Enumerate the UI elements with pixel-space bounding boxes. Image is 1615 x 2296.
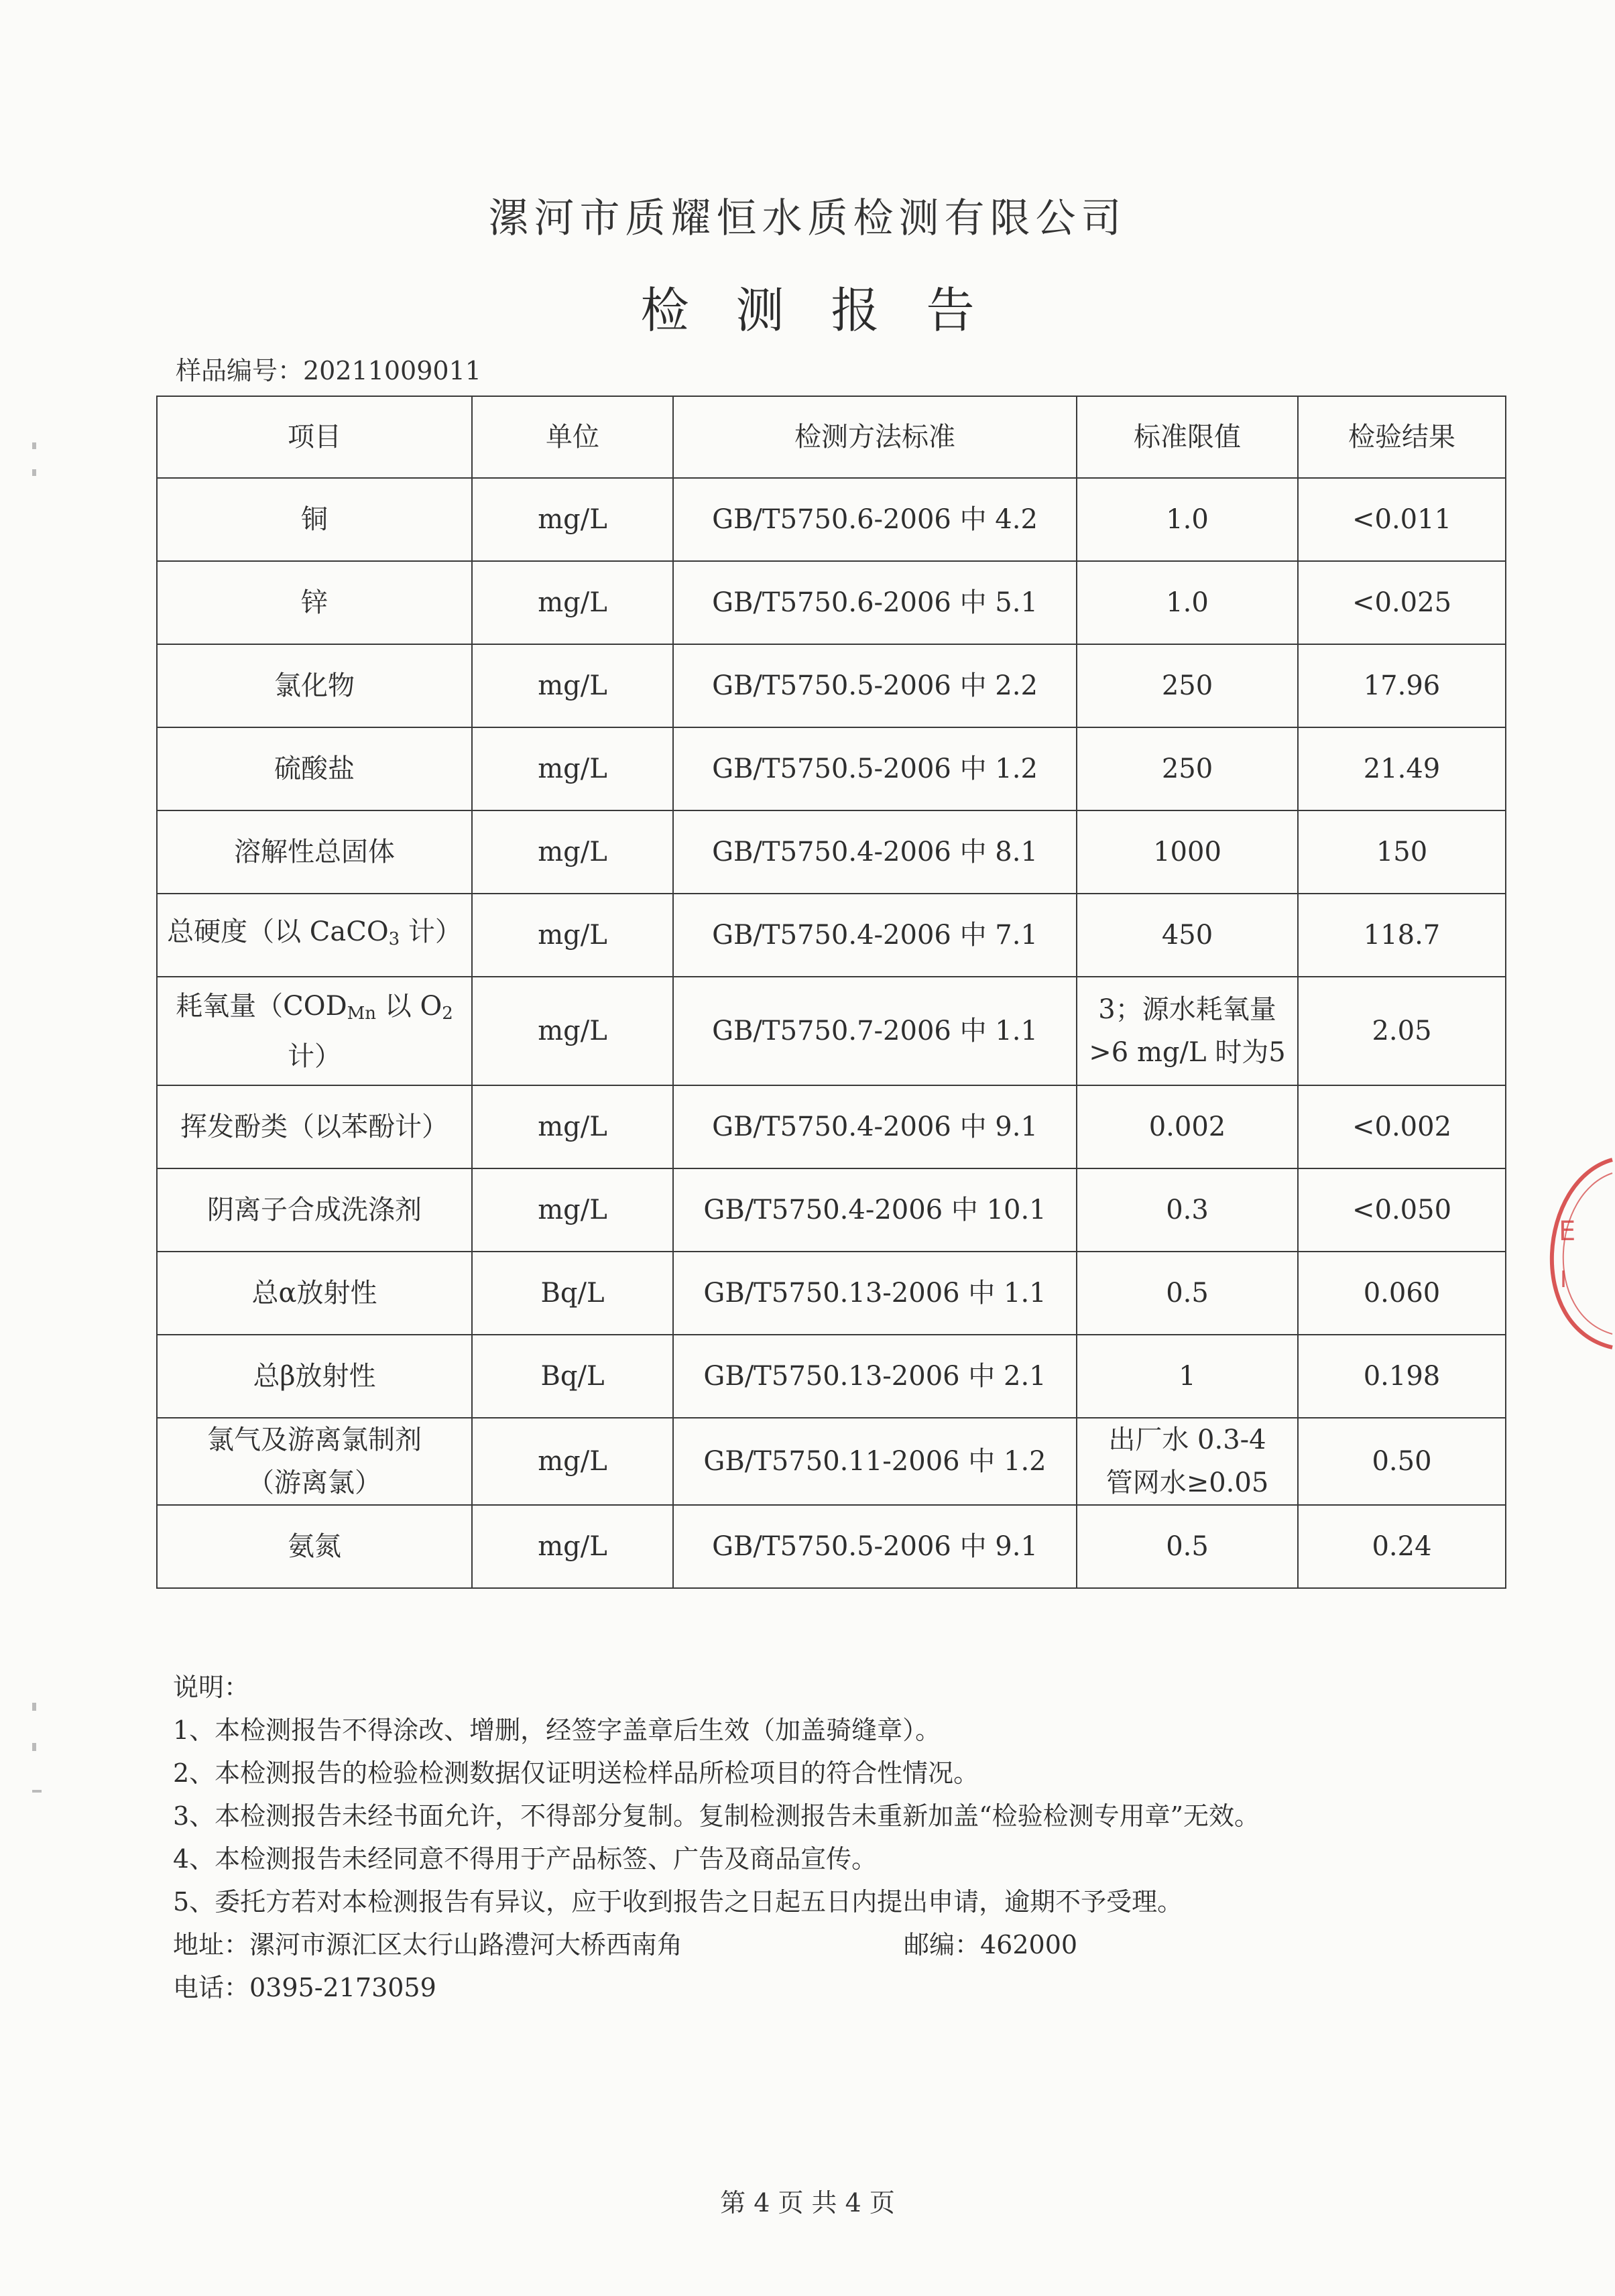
header-item: 项目: [157, 396, 472, 478]
cell-limit: 1.0: [1077, 561, 1298, 644]
cell-limit: 250: [1077, 644, 1298, 727]
cell-result: 0.198: [1298, 1335, 1506, 1418]
cell-method: GB/T5750.5-2006 中 9.1: [673, 1505, 1077, 1588]
cell-method: GB/T5750.5-2006 中 2.2: [673, 644, 1077, 727]
cell-item: 总α放射性: [157, 1252, 472, 1335]
header-unit: 单位: [472, 396, 673, 478]
table-row: [157, 1252, 1506, 1335]
cell-limit: 0.002: [1077, 1085, 1298, 1168]
cell-limit: 0.5: [1077, 1252, 1298, 1335]
cell-result: 118.7: [1298, 894, 1506, 977]
table-row: [157, 727, 1506, 810]
cell-method: GB/T5750.5-2006 中 1.2: [673, 727, 1077, 810]
cell-unit: mg/L: [472, 810, 673, 894]
header-method: 检测方法标准: [673, 396, 1077, 478]
cell-unit: mg/L: [472, 727, 673, 810]
table-row: [157, 644, 1506, 727]
cell-item: 氨氮: [157, 1505, 472, 1588]
notes-section: [173, 1666, 1260, 2009]
cell-method: GB/T5750.11-2006 中 1.2: [673, 1418, 1077, 1505]
cell-method: GB/T5750.6-2006 中 4.2: [673, 478, 1077, 561]
cell-result: <0.050: [1298, 1168, 1506, 1252]
phone: 电话：0395-2173059: [173, 1973, 436, 2002]
cell-result: 0.060: [1298, 1252, 1506, 1335]
svg-text:I: I: [1560, 1266, 1567, 1293]
header-limit: 标准限值: [1077, 396, 1298, 478]
cell-item: 总硬度（以 CaCO$_3$ 计）: [157, 894, 472, 977]
table-row: [157, 478, 1506, 561]
cell-limit: 0.3: [1077, 1168, 1298, 1252]
company-name: 漯河市质耀恒水质检测有限公司: [488, 195, 1127, 242]
table-row: [157, 561, 1506, 644]
table-row: [157, 977, 1506, 1085]
cell-unit: mg/L: [472, 644, 673, 727]
cell-unit: mg/L: [472, 1418, 673, 1505]
cell-limit: 250: [1077, 727, 1298, 810]
svg-text:E: E: [1559, 1216, 1576, 1247]
cell-result: 17.96: [1298, 644, 1506, 727]
cell-item: 总β放射性: [157, 1335, 472, 1418]
note-item: 5、委托方若对本检测报告有异议，应于收到报告之日起五日内提出申请，逾期不予受理。: [173, 1887, 1183, 1917]
seal-stamp: [1512, 1153, 1615, 1354]
scan-mark: [32, 1743, 36, 1751]
table-row: [157, 1505, 1506, 1588]
cell-item: 锌: [157, 561, 472, 644]
note-item: 2、本检测报告的检验检测数据仅证明送检样品所检项目的符合性情况。: [173, 1758, 979, 1788]
cell-item: 阴离子合成洗涤剂: [157, 1168, 472, 1252]
cell-item: 氯化物: [157, 644, 472, 727]
table-row: [157, 1085, 1506, 1168]
sample-number: 样品编号：20211009011: [176, 356, 481, 385]
cell-unit: Bq/L: [472, 1335, 673, 1418]
cell-result: 21.49: [1298, 727, 1506, 810]
table-row: [157, 1418, 1506, 1505]
cell-method: GB/T5750.13-2006 中 2.1: [673, 1335, 1077, 1418]
cell-unit: mg/L: [472, 977, 673, 1085]
scan-mark: [32, 1703, 36, 1711]
test-results-table: [156, 396, 1506, 1589]
scan-mark: [32, 1790, 42, 1793]
cell-item: 硫酸盐: [157, 727, 472, 810]
cell-result: 0.50: [1298, 1418, 1506, 1505]
cell-unit: mg/L: [472, 1085, 673, 1168]
cell-result: <0.002: [1298, 1085, 1506, 1168]
cell-method: GB/T5750.4-2006 中 10.1: [673, 1168, 1077, 1252]
table-row: [157, 1335, 1506, 1418]
cell-result: <0.025: [1298, 561, 1506, 644]
cell-limit: 1000: [1077, 810, 1298, 894]
cell-item: 氯气及游离氯制剂 （游离氯）: [157, 1418, 472, 1505]
table-row: [157, 1168, 1506, 1252]
cell-limit: 1: [1077, 1335, 1298, 1418]
scan-mark: [32, 469, 36, 476]
cell-item: 铜: [157, 478, 472, 561]
cell-item: 挥发酚类（以苯酚计）: [157, 1085, 472, 1168]
cell-item: 耗氧量（$COD_{Mn}$ 以 $O_2$ 计）: [157, 977, 472, 1085]
cell-limit: 3；源水耗氧量>6 mg/L 时为5: [1077, 977, 1298, 1085]
note-item: 4、本检测报告未经同意不得用于产品标签、广告及商品宣传。: [173, 1844, 878, 1874]
cell-limit: 0.5: [1077, 1505, 1298, 1588]
cell-limit: 450: [1077, 894, 1298, 977]
cell-result: 150: [1298, 810, 1506, 894]
cell-unit: mg/L: [472, 1168, 673, 1252]
note-item: 1、本检测报告不得涂改、增删，经签字盖章后生效（加盖骑缝章）。: [173, 1715, 941, 1745]
header-result: 检验结果: [1298, 396, 1506, 478]
table-row: [157, 810, 1506, 894]
cell-method: GB/T5750.4-2006 中 8.1: [673, 810, 1077, 894]
cell-unit: mg/L: [472, 561, 673, 644]
cell-method: GB/T5750.6-2006 中 5.1: [673, 561, 1077, 644]
cell-limit: 出厂水 0.3-4 管网水≥0.05: [1077, 1418, 1298, 1505]
cell-result: <0.011: [1298, 478, 1506, 561]
cell-unit: mg/L: [472, 478, 673, 561]
cell-unit: mg/L: [472, 1505, 673, 1588]
notes-heading: 说明：: [173, 1673, 250, 1702]
cell-unit: Bq/L: [472, 1252, 673, 1335]
page-footer: 第 4 页 共 4 页: [720, 2188, 895, 2218]
cell-limit: 1.0: [1077, 478, 1298, 561]
postcode: 邮编：462000: [904, 1930, 1078, 1959]
address: 地址：漯河市源汇区太行山路澧河大桥西南角: [173, 1930, 683, 1959]
table-row: [157, 894, 1506, 977]
scan-mark: [32, 442, 36, 449]
cell-unit: mg/L: [472, 894, 673, 977]
cell-method: GB/T5750.7-2006 中 1.1: [673, 977, 1077, 1085]
cell-method: GB/T5750.4-2006 中 9.1: [673, 1085, 1077, 1168]
table-header-row: [157, 396, 1506, 478]
cell-item: 溶解性总固体: [157, 810, 472, 894]
cell-method: GB/T5750.13-2006 中 1.1: [673, 1252, 1077, 1335]
cell-result: 2.05: [1298, 977, 1506, 1085]
cell-result: 0.24: [1298, 1505, 1506, 1588]
note-item: 3、本检测报告未经书面允许，不得部分复制。复制检测报告未重新加盖“检验检测专用章”无效。: [173, 1801, 1260, 1831]
report-title: 检测报告: [640, 282, 1022, 339]
cell-method: GB/T5750.4-2006 中 7.1: [673, 894, 1077, 977]
address-line: [173, 1923, 1260, 1966]
